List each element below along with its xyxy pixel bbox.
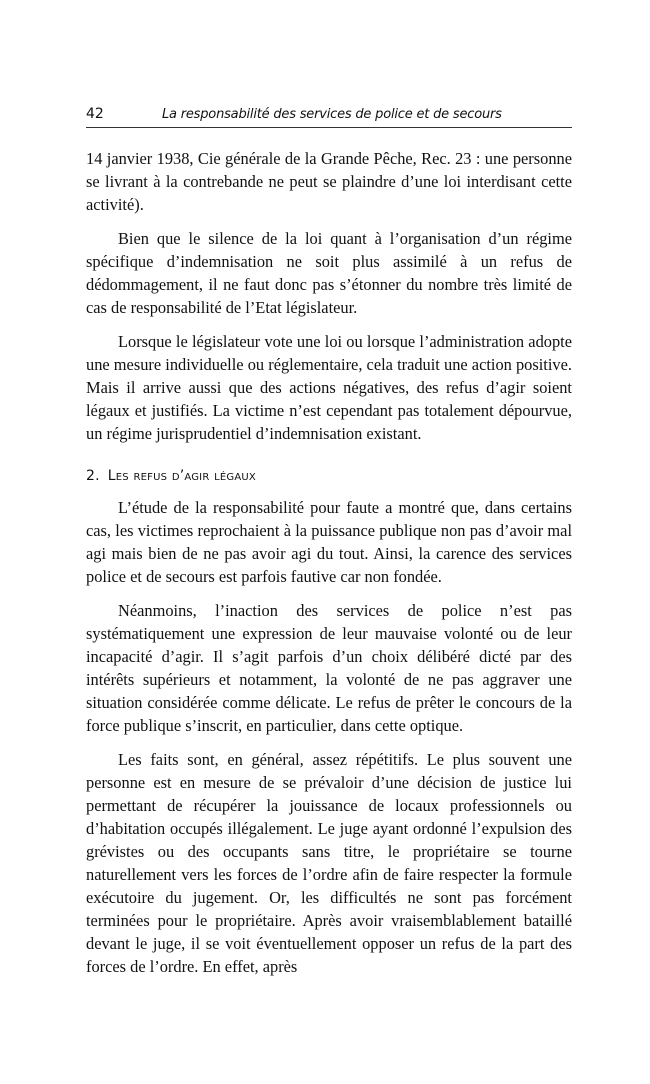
paragraph-6: Les faits sont, en général, assez répétitifs. Le plus souvent une personne est en mesure de se prévaloir d’une décision de justice lui permettant de récupérer la jouissance de locaux professionnels ou d’habitation occupés illégalement. Le juge ayant ordonné l’expulsion des grévistes ou des occupants sans titre, le propriétaire se tourne naturellement vers les forces de l’ordre afin de faire respecter la formule exécutoire du jugement. Or, les difficultés ne sont pas forcément terminées pour le propriétaire. Après avoir vraisemblablement bataillé devant le juge, il se voit éventuellement opposer un refus de la part des forces de l’ordre. En effet, après [86, 750, 572, 976]
body-text [86, 147, 572, 989]
page-header [86, 106, 572, 128]
paragraph-1: 14 janvier 1938, Cie générale de la Grande Pêche, Rec. 23 : une personne se livrant à la contrebande ne peut se plaindre d’une loi interdisant cette activité). [86, 149, 572, 214]
running-title: La responsabilité des services de police et de secours [162, 107, 502, 122]
section-heading [86, 465, 572, 487]
paragraph-5: Néanmoins, l’inaction des services de police n’est pas systématiquement une expression de leur mauvaise volonté ou de leur incapacité d’agir. Il s’agit parfois d’un choix délibéré dicté par des intérêts supérieurs et notamment, la volonté de ne pas aggraver une situation considérée comme délicate. Le refus de prêter le concours de la force publique s’inscrit, en particulier, dans cette optique. [86, 601, 572, 735]
header-rule [86, 127, 572, 128]
paragraph-4: L’étude de la responsabilité pour faute a montré que, dans certains cas, les victimes reprochaient à la puissance publique non pas d’avoir mal agi mais bien de ne pas avoir agi du tout. Ainsi, la carence des services police et de secours est parfois fautive car non fondée. [86, 498, 572, 586]
section-title: Les refus d’agir légaux [107, 468, 256, 484]
paragraph-2: Bien que le silence de la loi quant à l’organisation d’un régime spécifique d’indemnisation ne soit plus assimilé à un refus de dédommagement, il ne faut donc pas s’étonner du nombre très limité de cas de responsabilité de l’Etat législateur. [86, 229, 572, 317]
paragraph-3: Lorsque le législateur vote une loi ou lorsque l’administration adopte une mesure individuelle ou réglementaire, cela traduit une action positive. Mais il arrive aussi que des actions négatives, des refus d’agir soient légaux et justifiés. La victime n’est cependant pas totalement dépourvue, un régime jurisprudentiel d’indemnisation existant. [86, 332, 572, 443]
section-number: 2. [86, 468, 100, 484]
page-number: 42 [86, 106, 104, 122]
